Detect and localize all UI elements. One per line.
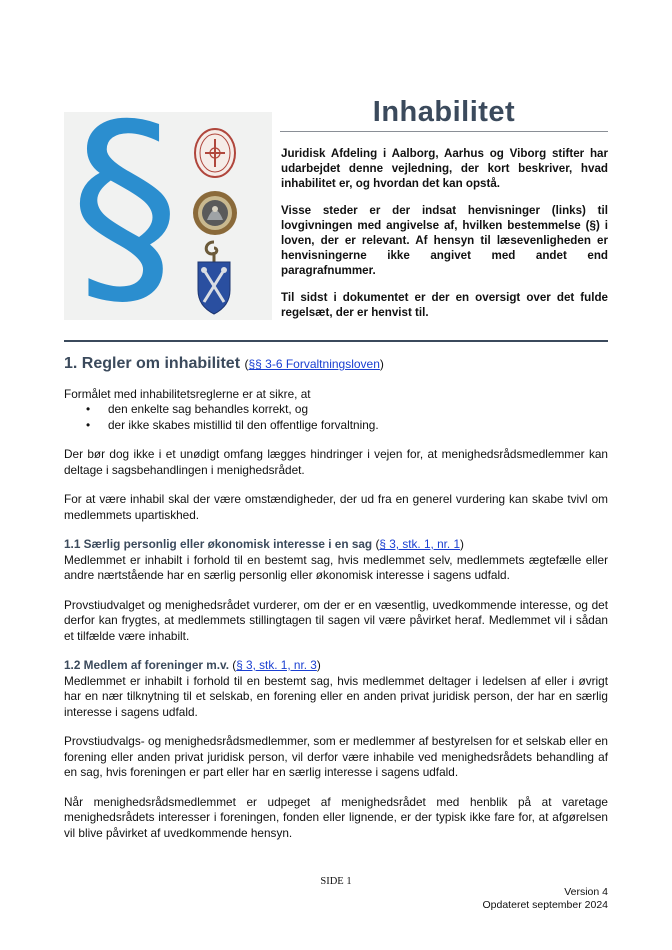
aalborg-seal-icon	[193, 127, 237, 179]
aarhus-seal-icon	[192, 190, 238, 236]
section-1-reference: (§§ 3-6 Forvaltningsloven)	[244, 357, 384, 371]
subsection-1-2-paragraph-1: Medlemmet er inhabilt i forhold til en bestemt sag, hvis medlemmet deltager i ledelsen af eller i øvrigt har en nær tilknytning til et selskab, en forening eller en anden privat juridisk person, der har en særlig interesse i sagens udfald.	[64, 673, 608, 719]
subsection-1-1-title: 1.1 Særlig personlig eller økonomisk interesse i en sag	[64, 537, 373, 551]
document-body	[64, 356, 608, 855]
section-1-lead: Formålet med inhabilitetsreglerne er at sikre, at	[64, 386, 311, 401]
section-1-paragraph-2: For at være inhabil skal der være omstændigheder, der ud fra en generel vurdering kan skabe tvivl om medlemmets upartiskhed.	[64, 492, 608, 522]
purpose-list	[64, 402, 608, 433]
intro-text	[281, 146, 608, 332]
section-1-paragraph-1: Der bør dog ikke i et unødigt omfang lægges hindringer i vejen for, at menighedsrådsmedlemmer kan deltage i sagsbehandlingen i menighedsrådet.	[64, 447, 608, 477]
version-label: Version 4	[564, 886, 608, 898]
subsection-1-1-paragraph-1: Medlemmet er inhabilt i forhold til en bestemt sag, hvis medlemmet selv, medlemmets ægtefælle eller andre nærtstående har en særlig personlig eller økonomisk interesse i sagens udfald.	[64, 552, 608, 582]
subsection-1-2-heading	[64, 658, 608, 674]
version-info	[483, 886, 609, 912]
section-1-heading	[64, 356, 608, 373]
title-divider	[280, 131, 608, 132]
updated-date: Opdateret september 2024	[482, 899, 608, 911]
list-item: • der ikke skabes mistillid til den offentlige forvaltning.	[64, 418, 608, 434]
subsection-1-2-reference: (§ 3, stk. 1, nr. 3)	[232, 658, 321, 672]
intro-paragraph-2: Visse steder er der indsat henvisninger (links) til lovgivningen med angivelse af, hvilken bestemmelse (§) i loven, der er relevant. Af hensyn til læsevenligheden er henvisningerne ikke angivet med andet end paragrafnummer.	[281, 204, 608, 277]
intro-paragraph-3: Til sidst i dokumentet er der en oversigt over det fulde regelsæt, der er henvist til.	[281, 291, 608, 319]
paragraph-3-nr-1-link[interactable]: § 3, stk. 1, nr. 1	[379, 537, 461, 551]
paragraph-3-nr-3-link[interactable]: § 3, stk. 1, nr. 3	[236, 658, 317, 672]
subsection-1-2-title: 1.2 Medlem af foreninger m.v.	[64, 658, 229, 672]
section-1-title: 1. Regler om inhabilitet	[64, 355, 241, 372]
subsection-1-1-heading	[64, 537, 608, 553]
main-divider	[64, 340, 608, 342]
document-title: Inhabilitet	[372, 96, 516, 128]
intro-paragraph-1: Juridisk Afdeling i Aalborg, Aarhus og Viborg stifter har udarbejdet denne vejledning, der kort beskriver, hvad inhabilitet er, og hvordan det kan opstå.	[281, 147, 608, 190]
subsection-1-1-reference: (§ 3, stk. 1, nr. 1)	[375, 537, 464, 551]
subsection-1-1-paragraph-2: Provstiudvalget og menighedsrådet vurderer, om der er en væsentlig, uvedkommende interesse, og det derfor kan frygtes, at medlemmets stillingtagen til sagen vil være påvirket heraf. Medlemmet vil i sådan et tilfælde være inhabilt.	[64, 597, 608, 643]
subsection-1-2-paragraph-2: Provstiudvalgs- og menighedsrådsmedlemmer, som er medlemmer af bestyrelsen for et selskab eller en forening eller anden privat juridisk person, vil derfor være inhabile ved menighedsrådets behandling af en sag, hvis foreningen er part eller har en særlig interesse i sagens udfald.	[64, 734, 608, 779]
paragraph-symbol-icon: §	[70, 77, 180, 333]
viborg-coat-of-arms-icon	[194, 240, 234, 316]
page-number: SIDE 1	[320, 876, 352, 887]
list-item: • den enkelte sag behandles korrekt, og	[64, 402, 608, 418]
forvaltningsloven-link[interactable]: §§ 3-6 Forvaltningsloven	[248, 357, 380, 371]
subsection-1-2-paragraph-3: Når menighedsrådsmedlemmet er udpeget af menighedsrådet med henblik på at varetage menighedsrådets interesser i foreningen, fonden eller lignende, er der typisk ikke fare for, at afgørelsen vil blive påvirket af uvedkommende hensyn.	[64, 794, 608, 840]
